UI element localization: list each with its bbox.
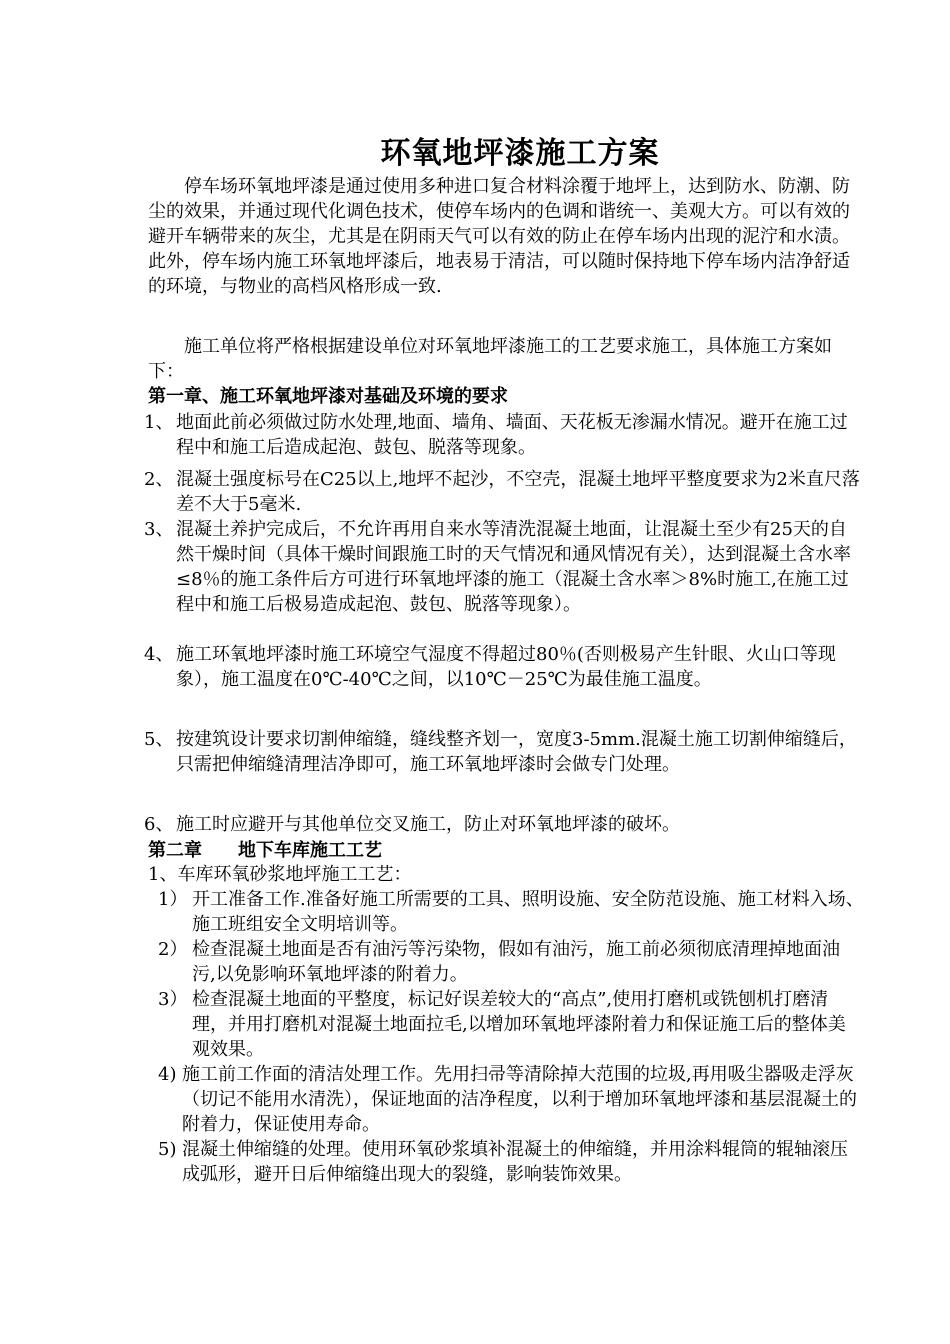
chapter2-item-5 — [158, 1137, 858, 1187]
chapter2-item-1 — [158, 887, 868, 937]
chapter2-heading: 第二章 地下车库施工工艺 — [148, 840, 382, 861]
chapter2-item-4 — [158, 1062, 858, 1137]
chapter1-item-6 — [144, 812, 862, 837]
document-title: 环氧地坪漆施工方案 — [380, 136, 660, 171]
item-number: 2） — [158, 939, 188, 960]
item-number: 4、 — [144, 644, 174, 665]
item-number: 6、 — [144, 814, 174, 835]
item-number: 2、 — [144, 469, 174, 490]
item-text: 施工前工作面的清洁处理工作。先用扫帚等清除掉大范围的垃圾,再用吸尘器吸走浮灰（切记不能用水清洗），保证地面的洁净程度，以利于增加环氧地坪漆和基层混凝土的附着力，保证使用寿命。 — [182, 1064, 857, 1135]
item-number: 5) — [158, 1139, 177, 1160]
item-text: 施工环氧地坪漆时施工环境空气湿度不得超过80％(否则极易产生针眼、火山口等现象），施工温度在0℃-40℃之间，以10℃－25℃为最佳施工温度。 — [176, 644, 836, 690]
item-number: 3） — [158, 989, 188, 1010]
chapter2-subheading: 1、车库环氧砂浆地坪施工工艺： — [148, 864, 412, 885]
item-text: 开工准备工作.准备好施工所需要的工具、照明设施、安全防范设施、施工材料入场、施工班组安全文明培训等。 — [192, 889, 864, 935]
chapter1-heading: 第一章、施工环氧地坪漆对基础及环境的要求 — [148, 386, 508, 407]
chapter1-item-3 — [144, 517, 862, 617]
item-text: 按建筑设计要求切割伸缩缝，缝线整齐划一，宽度3-5mm.混凝土施工切割伸缩缝后，只需把伸缩缝清理洁净即可，施工环氧地坪漆时会做专门处理。 — [176, 729, 857, 775]
item-text: 地面此前必须做过防水处理,地面、墙角、墙面、天花板无渗漏水情况。避开在施工过程中和施工后造成起泡、鼓包、脱落等现象。 — [176, 412, 848, 458]
chapter1-item-2 — [144, 467, 862, 517]
item-number: 4) — [158, 1064, 177, 1085]
chapter2-item-3 — [158, 987, 858, 1062]
chapter1-item-4 — [144, 642, 862, 692]
item-text: 混凝土强度标号在C25以上,地坪不起沙，不空壳，混凝土地坪平整度要求为2米直尺落差不大于5毫米. — [176, 469, 860, 515]
item-number: 1） — [158, 889, 188, 910]
item-text: 施工时应避开与其他单位交叉施工，防止对环氧地坪漆的破坏。 — [176, 814, 680, 835]
chapter2-item-2 — [158, 937, 858, 987]
item-text: 检查混凝土地面的平整度，标记好误差较大的“高点”,使用打磨机或铣刨机打磨清理，并用打磨机对混凝土地面拉毛,以增加环氧地坪漆附着力和保证施工后的整体美观效果。 — [192, 989, 846, 1060]
item-text: 混凝土养护完成后，不允许再用自来水等清洗混凝土地面，让混凝土至少有25天的自然干燥时间（具体干燥时间跟施工时的天气情况和通风情况有关），达到混凝土含水率≤8％的施工条件后方可进行环氧地坪漆的施工（混凝土含水率＞8%时施工,在施工过程中和施工后极易造成起泡、鼓包、脱落等现象）。 — [176, 519, 851, 615]
item-number: 5、 — [144, 729, 174, 750]
intro-paragraph-1: 停车场环氧地坪漆是通过使用多种进口复合材料涂覆于地坪上，达到防水、防潮、防尘的效果，并通过现代化调色技术，使停车场内的色调和谐统一、美观大方。可以有效的避开车辆带来的灰尘，尤其是在阴雨天气可以有效的防止在停车场内出现的泥泞和水渍。此外，停车场内施工环氧地坪漆后，地表易于清洁，可以随时保持地下停车场内洁净舒适的环境，与物业的高档风格形成一致. — [148, 176, 850, 297]
item-number: 3、 — [144, 519, 174, 540]
chapter1-item-5 — [144, 727, 862, 777]
item-text: 混凝土伸缩缝的处理。使用环氧砂浆填补混凝土的伸缩缝，并用涂料辊筒的辊轴滚压成弧形，避开日后伸缩缝出现大的裂缝，影响装饰效果。 — [182, 1139, 848, 1185]
item-text: 检查混凝土地面是否有油污等污染物，假如有油污，施工前必须彻底清理掉地面油污,以免影响环氧地坪漆的附着力。 — [192, 939, 840, 985]
chapter1-item-1 — [144, 410, 862, 460]
intro-paragraph-2: 施工单位将严格根据建设单位对环氧地坪漆施工的工艺要求施工，具体施工方案如下： — [148, 336, 832, 382]
item-number: 1、 — [144, 412, 174, 433]
